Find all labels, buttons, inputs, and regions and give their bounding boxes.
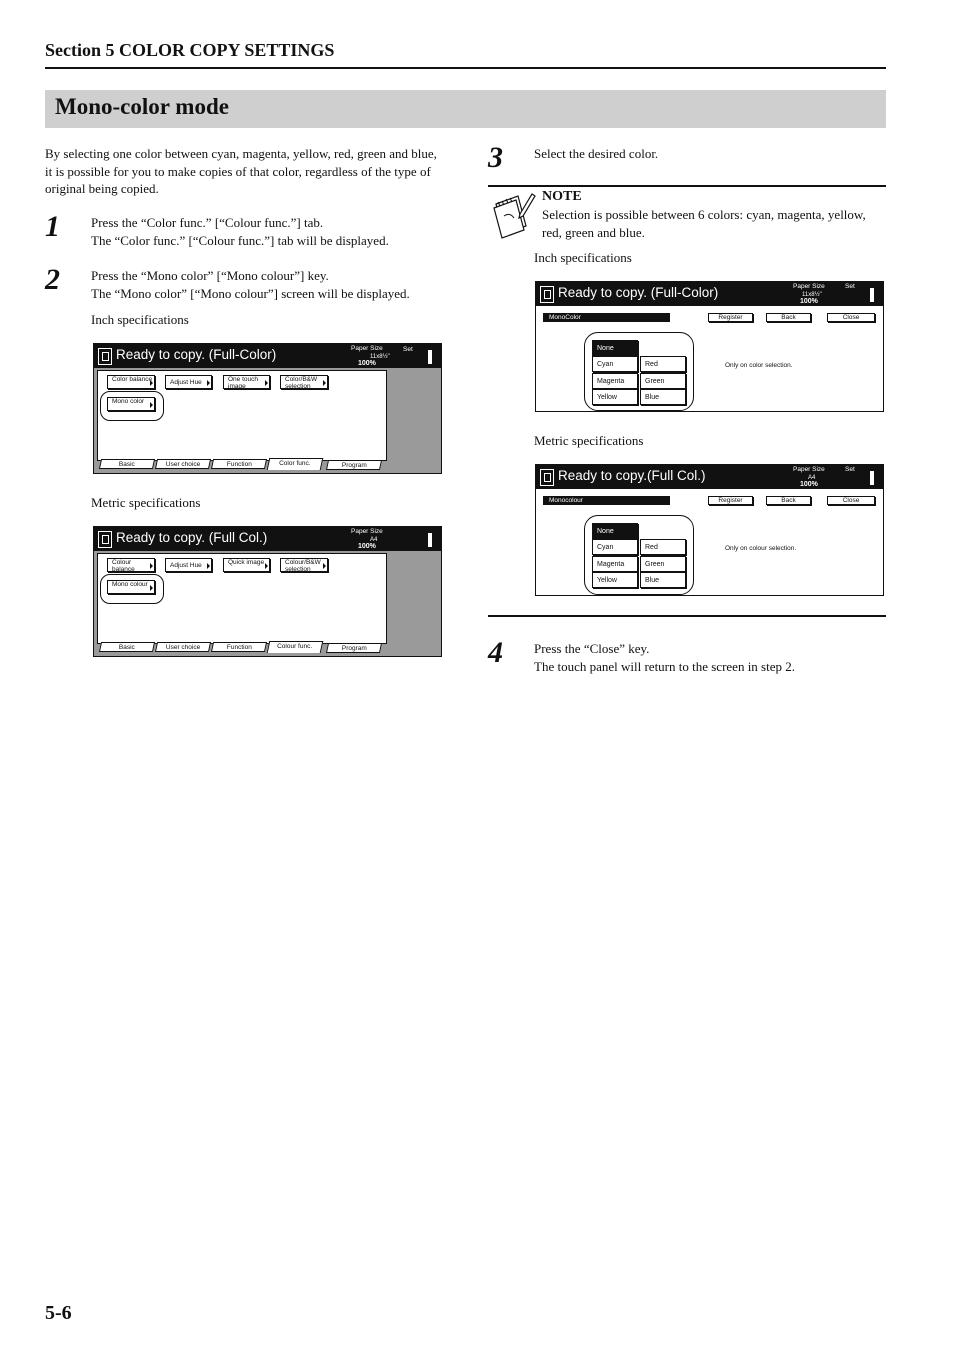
metric-caption: Metric specifications [91, 495, 201, 510]
button-label: Back [781, 314, 796, 321]
key-label: Colour/B&W selection [285, 559, 321, 573]
panel-content [97, 370, 387, 461]
step-number-1: 1 [45, 210, 60, 243]
step-1-line: Press the “Color func.” [“Colour func.”] tab. [91, 215, 324, 230]
arrow-icon [323, 563, 326, 569]
key-label: Yellow [597, 394, 617, 401]
zoom-value: 100% [358, 360, 376, 367]
close-button[interactable] [827, 496, 875, 505]
paper-size-value: 11x8½" [802, 292, 822, 298]
button-label: Close [842, 314, 860, 321]
color-bw-selection-key[interactable] [280, 375, 328, 389]
paper-size-value: A4 [808, 475, 816, 481]
zoom-value: 100% [800, 298, 818, 305]
panel-status-title: Ready to copy.(Full Col.) [558, 468, 706, 483]
document-icon [98, 531, 112, 548]
mode-bar [540, 496, 879, 506]
key-label: Adjust Hue [170, 562, 202, 569]
tab-label: Function [226, 644, 252, 651]
tab-label: Color func. [279, 460, 311, 467]
register-button[interactable] [708, 496, 753, 505]
arrow-icon [150, 563, 153, 569]
panel-header [536, 465, 883, 489]
zoom-value: 100% [800, 481, 818, 488]
color-green-key[interactable] [640, 373, 686, 389]
tab-program[interactable] [326, 460, 382, 470]
touch-panel-color-func-inch [93, 343, 442, 474]
key-label: Quick image [228, 559, 265, 566]
color-red-key[interactable] [640, 356, 686, 372]
tab-color-func[interactable] [267, 458, 324, 470]
back-button[interactable] [766, 313, 811, 322]
panel-content [97, 553, 387, 644]
note-rule-top [488, 185, 886, 187]
step-1-line: The “Color func.” [“Colour func.”] tab will be displayed. [91, 232, 389, 248]
key-label: Mono colour [112, 581, 148, 588]
mode-bar-label: MonoColor [543, 313, 670, 322]
tab-label: Basic [118, 644, 135, 651]
close-button[interactable] [827, 313, 875, 322]
step-1-text [91, 214, 389, 249]
tab-label: Function [226, 461, 252, 468]
inch-caption: Inch specifications [91, 312, 189, 327]
page-title: Mono-color mode [55, 94, 229, 119]
title-band [45, 90, 886, 128]
color-cyan-key[interactable] [592, 356, 638, 372]
arrow-icon [150, 380, 153, 386]
color-none-key[interactable] [592, 340, 638, 356]
key-label: Color balance [112, 376, 153, 383]
color-blue-key[interactable] [640, 572, 686, 588]
tab-program[interactable] [326, 643, 382, 653]
arrow-icon [207, 563, 210, 569]
mono-colour-key[interactable] [107, 580, 155, 594]
step-4-line: Press the “Close” key. [534, 641, 650, 656]
document-icon [540, 469, 554, 486]
touch-panel-mono-colour-metric [535, 464, 884, 596]
color-cyan-key[interactable] [592, 539, 638, 555]
tab-colour-func[interactable] [267, 641, 324, 653]
paper-size-label: Paper Size [351, 345, 383, 352]
back-button[interactable] [766, 496, 811, 505]
one-touch-image-key[interactable] [223, 375, 270, 389]
key-label: Adjust Hue [170, 379, 202, 386]
tab-label: Program [341, 462, 367, 469]
document-icon [98, 348, 112, 365]
color-magenta-key[interactable] [592, 556, 638, 572]
copy-count-icon [428, 533, 432, 547]
color-none-key[interactable] [592, 523, 638, 539]
selection-message: Only on colour selection. [725, 545, 797, 552]
arrow-icon [323, 380, 326, 386]
panel-status-title: Ready to copy. (Full Col.) [116, 530, 268, 545]
step-number-4: 4 [488, 636, 503, 669]
button-label: Register [718, 497, 743, 504]
page-number: 5-6 [45, 1302, 72, 1324]
key-label: Color/B&W selection [285, 376, 318, 390]
key-label: None [597, 345, 614, 352]
tab-label: User choice [165, 644, 201, 651]
tab-label: Basic [118, 461, 135, 468]
tab-basic[interactable] [99, 642, 155, 652]
arrow-icon [207, 380, 210, 386]
tab-label: Program [341, 645, 367, 652]
color-red-key[interactable] [640, 539, 686, 555]
color-yellow-key[interactable] [592, 389, 638, 405]
copy-count-icon [428, 350, 432, 364]
key-label: Red [645, 361, 658, 368]
intro-paragraph: By selecting one color between cyan, magenta, yellow, red, green and blue, it is possible for you to make copies of that color, regardless of the type of original being copied. [45, 146, 437, 196]
key-label: Green [645, 378, 665, 385]
touch-panel-mono-color-inch [535, 281, 884, 412]
copy-count-icon [870, 471, 874, 485]
step-number-3: 3 [488, 141, 503, 174]
key-label: Magenta [597, 378, 625, 385]
color-yellow-key[interactable] [592, 572, 638, 588]
key-label: One touch image [228, 376, 258, 390]
step-number-2: 2 [45, 263, 60, 296]
tab-function[interactable] [211, 459, 267, 469]
tab-function[interactable] [211, 642, 267, 652]
color-green-key[interactable] [640, 556, 686, 572]
set-label: Set [845, 283, 855, 290]
header-rule [45, 67, 886, 69]
arrow-icon [265, 380, 268, 386]
copy-count-icon [870, 288, 874, 302]
paper-size-label: Paper Size [351, 528, 383, 535]
inch-caption-3: Inch specifications [534, 250, 632, 265]
quick-image-key[interactable] [223, 558, 270, 572]
tab-label: Colour func. [277, 643, 313, 650]
button-label: Back [781, 497, 796, 504]
key-label: Cyan [597, 544, 614, 551]
arrow-icon [150, 402, 153, 408]
panel-header [536, 282, 883, 306]
note-pencil-icon [490, 190, 536, 242]
selection-message: Only on color selection. [725, 362, 793, 369]
color-blue-key[interactable] [640, 389, 686, 405]
tab-user-choice[interactable] [155, 642, 211, 652]
section-heading: Section 5 COLOR COPY SETTINGS [45, 40, 335, 60]
step-2-line: The “Mono color” [“Mono colour”] screen will be displayed. [91, 285, 410, 301]
key-label: None [597, 528, 614, 535]
button-label: Close [842, 497, 860, 504]
document-icon [540, 286, 554, 303]
color-balance-key[interactable] [107, 375, 155, 389]
key-label: Yellow [597, 577, 617, 584]
tab-user-choice[interactable] [155, 459, 211, 469]
key-label: Blue [645, 577, 660, 584]
metric-caption-3: Metric specifications [534, 433, 644, 448]
key-label: Green [645, 561, 665, 568]
note-text: Selection is possible between 6 colors: cyan, magenta, yellow, red, green and blue. [542, 207, 866, 240]
colour-balance-key[interactable] [107, 558, 155, 572]
step-3-text: Select the desired color. [534, 146, 659, 161]
step-4-text [534, 640, 795, 675]
key-label: Colour balance [112, 559, 135, 573]
panel-status-title: Ready to copy. (Full-Color) [558, 285, 719, 300]
mode-bar-label: Monocolour [543, 496, 670, 505]
panel-header [94, 344, 441, 368]
arrow-icon [150, 585, 153, 591]
key-label: Blue [645, 394, 660, 401]
arrow-icon [265, 563, 268, 569]
tab-basic[interactable] [99, 459, 155, 469]
paper-size-value: A4 [370, 537, 378, 543]
step-4-line: The touch panel will return to the screen in step 2. [534, 658, 796, 674]
paper-size-label: Paper Size [793, 466, 825, 473]
touch-panel-colour-func-metric [93, 526, 442, 657]
register-button[interactable] [708, 313, 753, 322]
color-magenta-key[interactable] [592, 373, 638, 389]
key-label: Mono color [112, 398, 145, 405]
mode-bar [540, 313, 879, 323]
paper-size-label: Paper Size [793, 283, 825, 290]
mono-color-key[interactable] [107, 397, 155, 411]
step-2-text [91, 267, 410, 302]
adjust-hue-key[interactable] [165, 558, 212, 572]
set-label: Set [845, 466, 855, 473]
note-title: NOTE [542, 189, 582, 204]
colour-bw-selection-key[interactable] [280, 558, 328, 572]
tab-label: User choice [165, 461, 201, 468]
panel-header [94, 527, 441, 551]
button-label: Register [718, 314, 743, 321]
paper-size-value: 11x8½" [370, 354, 390, 360]
note-rule-bottom [488, 615, 886, 617]
step-2-line: Press the “Mono color” [“Mono colour”] key. [91, 268, 329, 283]
panel-status-title: Ready to copy. (Full-Color) [116, 347, 277, 362]
set-label: Set [403, 346, 413, 353]
zoom-value: 100% [358, 543, 376, 550]
key-label: Cyan [597, 361, 614, 368]
key-label: Red [645, 544, 658, 551]
adjust-hue-key[interactable] [165, 375, 212, 389]
key-label: Magenta [597, 561, 625, 568]
